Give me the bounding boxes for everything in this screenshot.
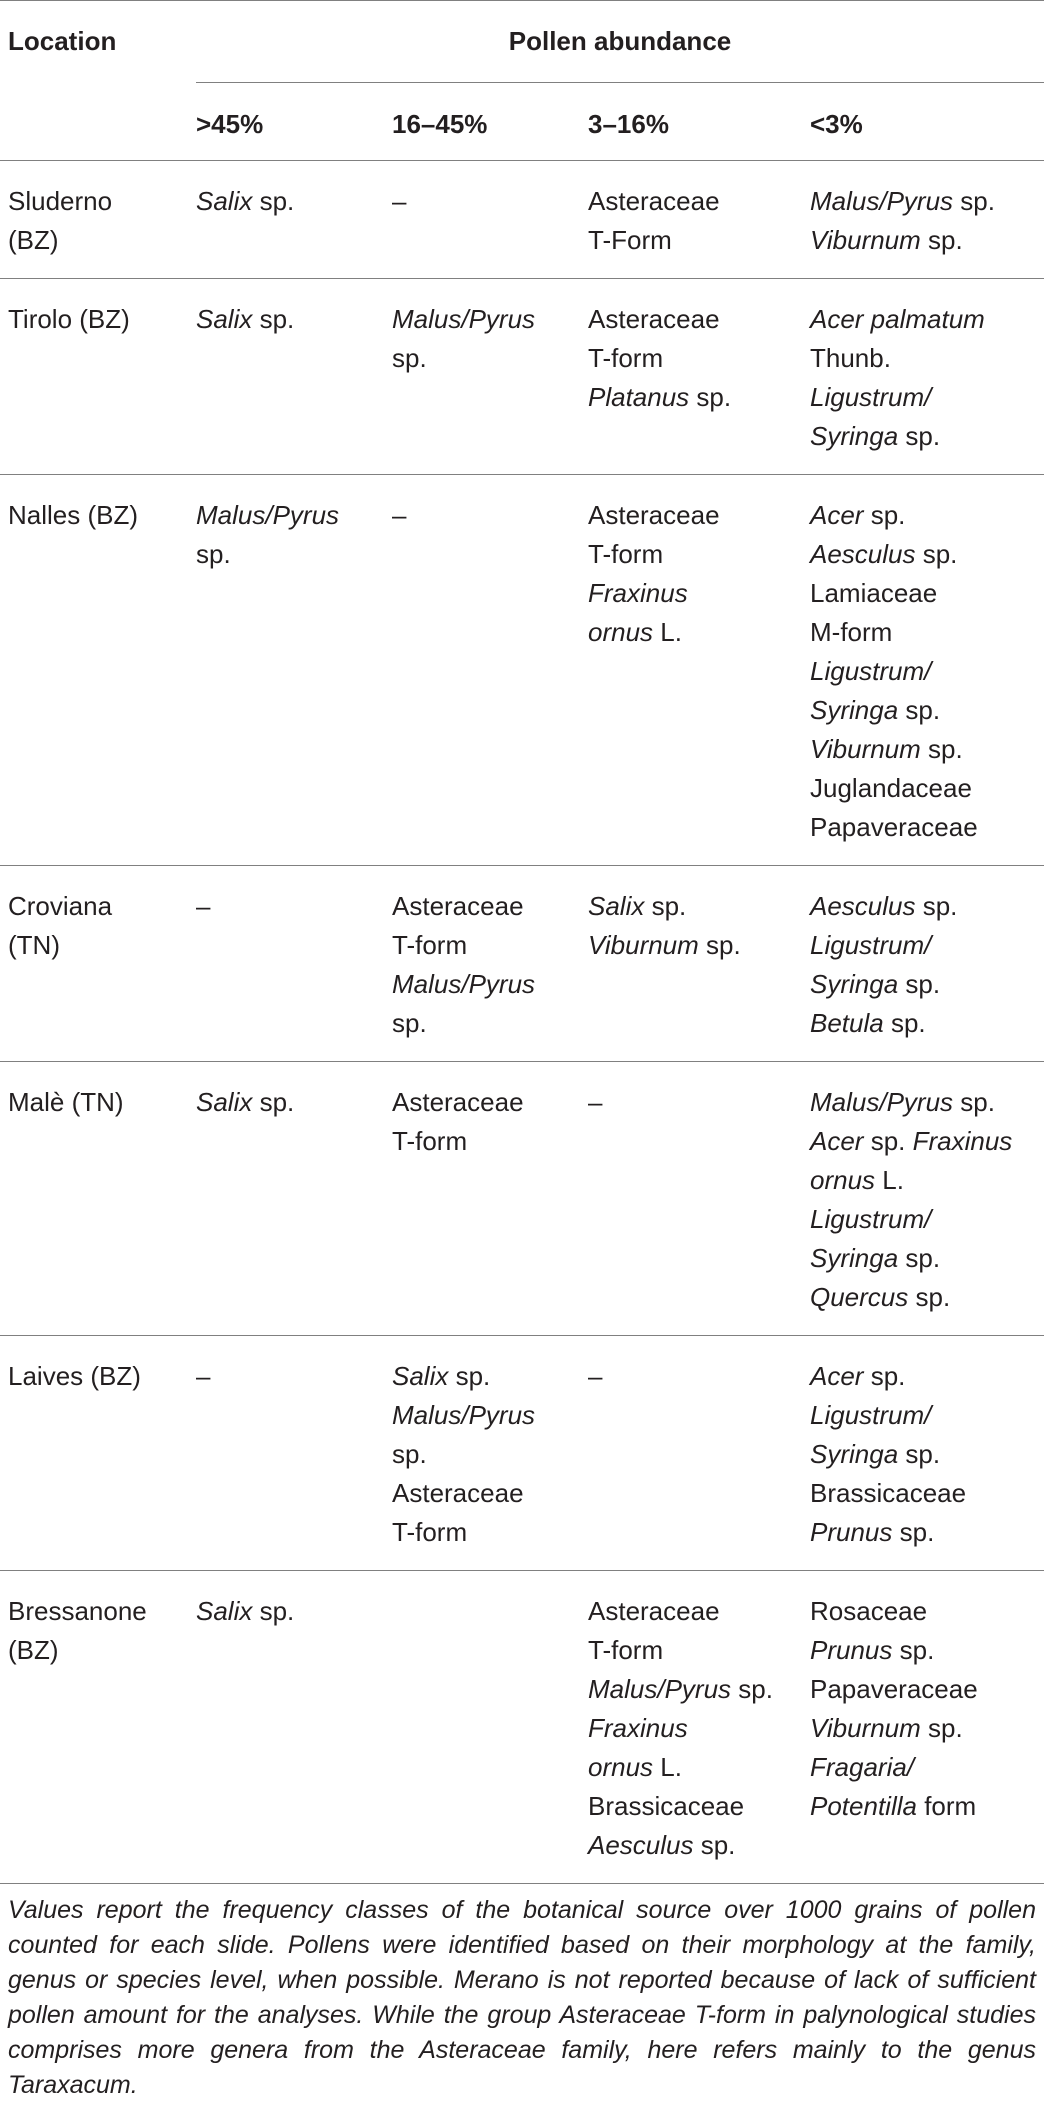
cell-16-45: Asteraceae T-form — [392, 1087, 524, 1156]
row-divider — [0, 1883, 1044, 1884]
row-divider — [0, 1570, 1044, 1571]
cell-lt3: Malus/Pyrus sp. Viburnum sp. — [810, 186, 995, 255]
cell-gt45: – — [196, 1361, 211, 1391]
cell-lt3: Rosaceae Prunus sp. Papaveraceae Viburnum sp. Fragaria/ Potentilla form — [810, 1596, 978, 1821]
row-divider — [0, 474, 1044, 475]
cell-16-45: Asteraceae T-form Malus/Pyrus sp. — [392, 891, 536, 1038]
cell-gt45: Salix sp. — [196, 186, 295, 216]
cell-3-16: Salix sp. Viburnum sp. — [588, 891, 741, 960]
cell-gt45: Salix sp. — [196, 304, 295, 334]
cell-gt45: Malus/Pyrus sp. — [196, 500, 340, 569]
header-bottom-rule — [0, 160, 1044, 161]
table-footnote: Values report the frequency classes of the botanical source over 1000 grains of pollen counted for each slide. Pollens were identified based on their morphology at the family, genus or species level, when possible. Merano is not reported because of lack of sufficient pollen amount for the analyses. While the group Asteraceae T-form in palynological studies comprises more genera from the Asteraceae family, here refers mainly to the genus Taraxacum. — [8, 1896, 1036, 2099]
header-sub-rule — [196, 82, 1044, 83]
row-location: Tirolo (BZ) — [8, 304, 130, 334]
cell-3-16: – — [588, 1087, 603, 1117]
cell-16-45: Malus/Pyrus sp. — [392, 304, 536, 373]
row-location: Croviana (TN) — [8, 891, 113, 960]
table-top-rule — [0, 0, 1044, 1]
cell-lt3: Acer sp. Ligustrum/ Syringa sp. Brassicaceae Prunus sp. — [810, 1361, 967, 1547]
row-location: Nalles (BZ) — [8, 500, 139, 530]
cell-16-45: – — [392, 500, 407, 530]
row-location: Sluderno (BZ) — [8, 186, 113, 255]
row-divider — [0, 1061, 1044, 1062]
row-location: Malè (TN) — [8, 1087, 124, 1117]
header-class-3-16: 3–16% — [588, 109, 669, 139]
row-divider — [0, 1335, 1044, 1336]
cell-3-16: Asteraceae T-form Platanus sp. — [588, 304, 732, 412]
cell-3-16: Asteraceae T-Form — [588, 186, 720, 255]
cell-3-16: – — [588, 1361, 603, 1391]
cell-3-16: Asteraceae T-form Fraxinus ornus L. — [588, 500, 720, 647]
header-location: Location — [8, 26, 117, 56]
cell-lt3: Malus/Pyrus sp. Acer sp. Fraxinus ornus L. Ligustrum/ Syringa sp. Quercus sp. — [810, 1087, 1013, 1312]
header-class-lt3: <3% — [810, 109, 863, 139]
cell-gt45: Salix sp. — [196, 1596, 295, 1626]
cell-16-45: – — [392, 186, 407, 216]
cell-gt45: Salix sp. — [196, 1087, 295, 1117]
row-location: Bressanone (BZ) — [8, 1596, 147, 1665]
cell-gt45: – — [196, 891, 211, 921]
row-divider — [0, 278, 1044, 279]
header-pollen-abundance: Pollen abundance — [508, 26, 732, 56]
cell-lt3: Acer palmatum Thunb. Ligustrum/ Syringa sp. — [810, 304, 985, 451]
cell-3-16: Asteraceae T-form Malus/Pyrus sp. Fraxinus ornus L. Brassicaceae Aesculus sp. — [588, 1596, 773, 1860]
cell-16-45: Salix sp. Malus/Pyrus sp. Asteraceae T-form — [392, 1361, 536, 1547]
header-class-16-45: 16–45% — [392, 109, 488, 139]
cell-lt3: Aesculus sp. Ligustrum/ Syringa sp. Betula sp. — [810, 891, 958, 1038]
row-divider — [0, 865, 1044, 866]
cell-lt3: Acer sp. Aesculus sp. Lamiaceae M-form Ligustrum/ Syringa sp. Viburnum sp. Juglandaceae Papaveraceae — [810, 500, 978, 842]
row-location: Laives (BZ) — [8, 1361, 141, 1391]
header-class-gt45: >45% — [196, 109, 264, 139]
